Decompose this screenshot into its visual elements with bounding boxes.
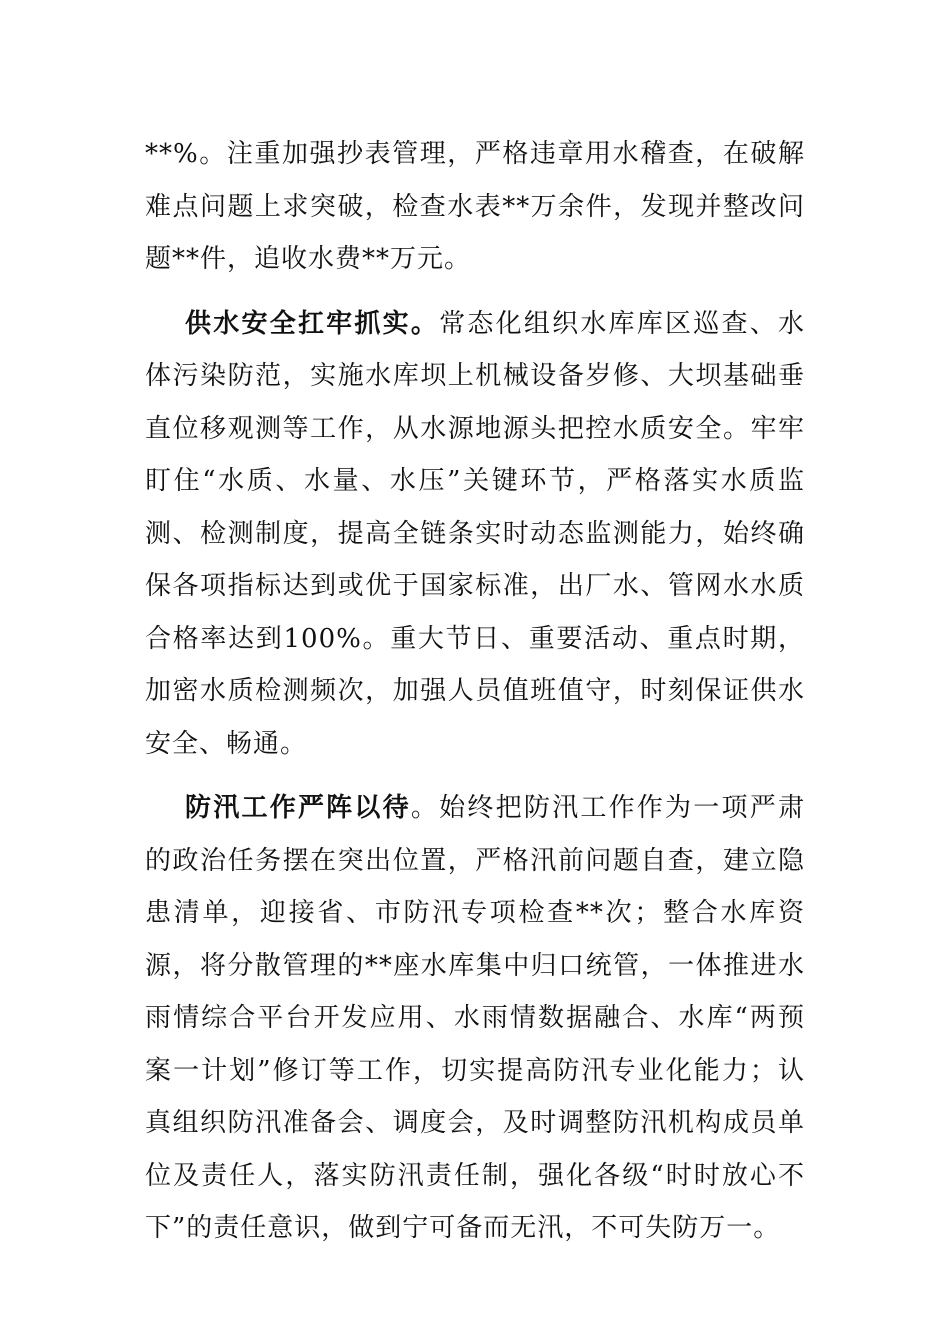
paragraph-text: **%。注重加强抄表管理，严格违章用水稽查，在破解难点问题上求突破，检查水表**万余件，发现并整改问题**件，追收水费**万元。 <box>145 139 805 274</box>
paragraph-flood-control <box>145 782 805 1255</box>
paragraph-text: 。始终把防汛工作作为一项严肃的政治任务摆在突出位置，严格汛前问题自查，建立隐患清单，迎接省、市防汛专项检查**次；整合水库资源，将分散管理的**座水库集中归口统管，一体推进水雨情综合平台开发应用、水雨情数据融合、水库“两预案一计划”修订等工作，切实提高防汛专业化能力；认真组织防汛准备会、调度会，及时调整防汛机构成员单位及责任人，落实防汛责任制，强化各级“时时放心不下”的责任意识，做到宁可备而无汛，不可失防万一。 <box>145 793 805 1243</box>
paragraph-text: 常态化组织水库库区巡查、水体污染防范，实施水库坝上机械设备岁修、大坝基础垂直位移观测等工作，从水源地源头把控水质安全。牢牢盯住“水质、水量、水压”关键环节，严格落实水质监测、检测制度，提高全链条实时动态监测能力，始终确保各项指标达到或优于国家标准，出厂水、管网水水质合格率达到100%。重大节日、重要活动、重点时期，加密水质检测频次，加强人员值班值守，时刻保证供水安全、畅通。 <box>145 308 805 759</box>
paragraph-heading: 供水安全扛牢抓实。 <box>185 308 440 339</box>
paragraph-heading: 防汛工作严阵以待 <box>185 793 411 823</box>
paragraph-water-fee <box>145 128 805 286</box>
paragraph-water-supply-safety <box>145 298 805 771</box>
document-body <box>145 128 805 1255</box>
